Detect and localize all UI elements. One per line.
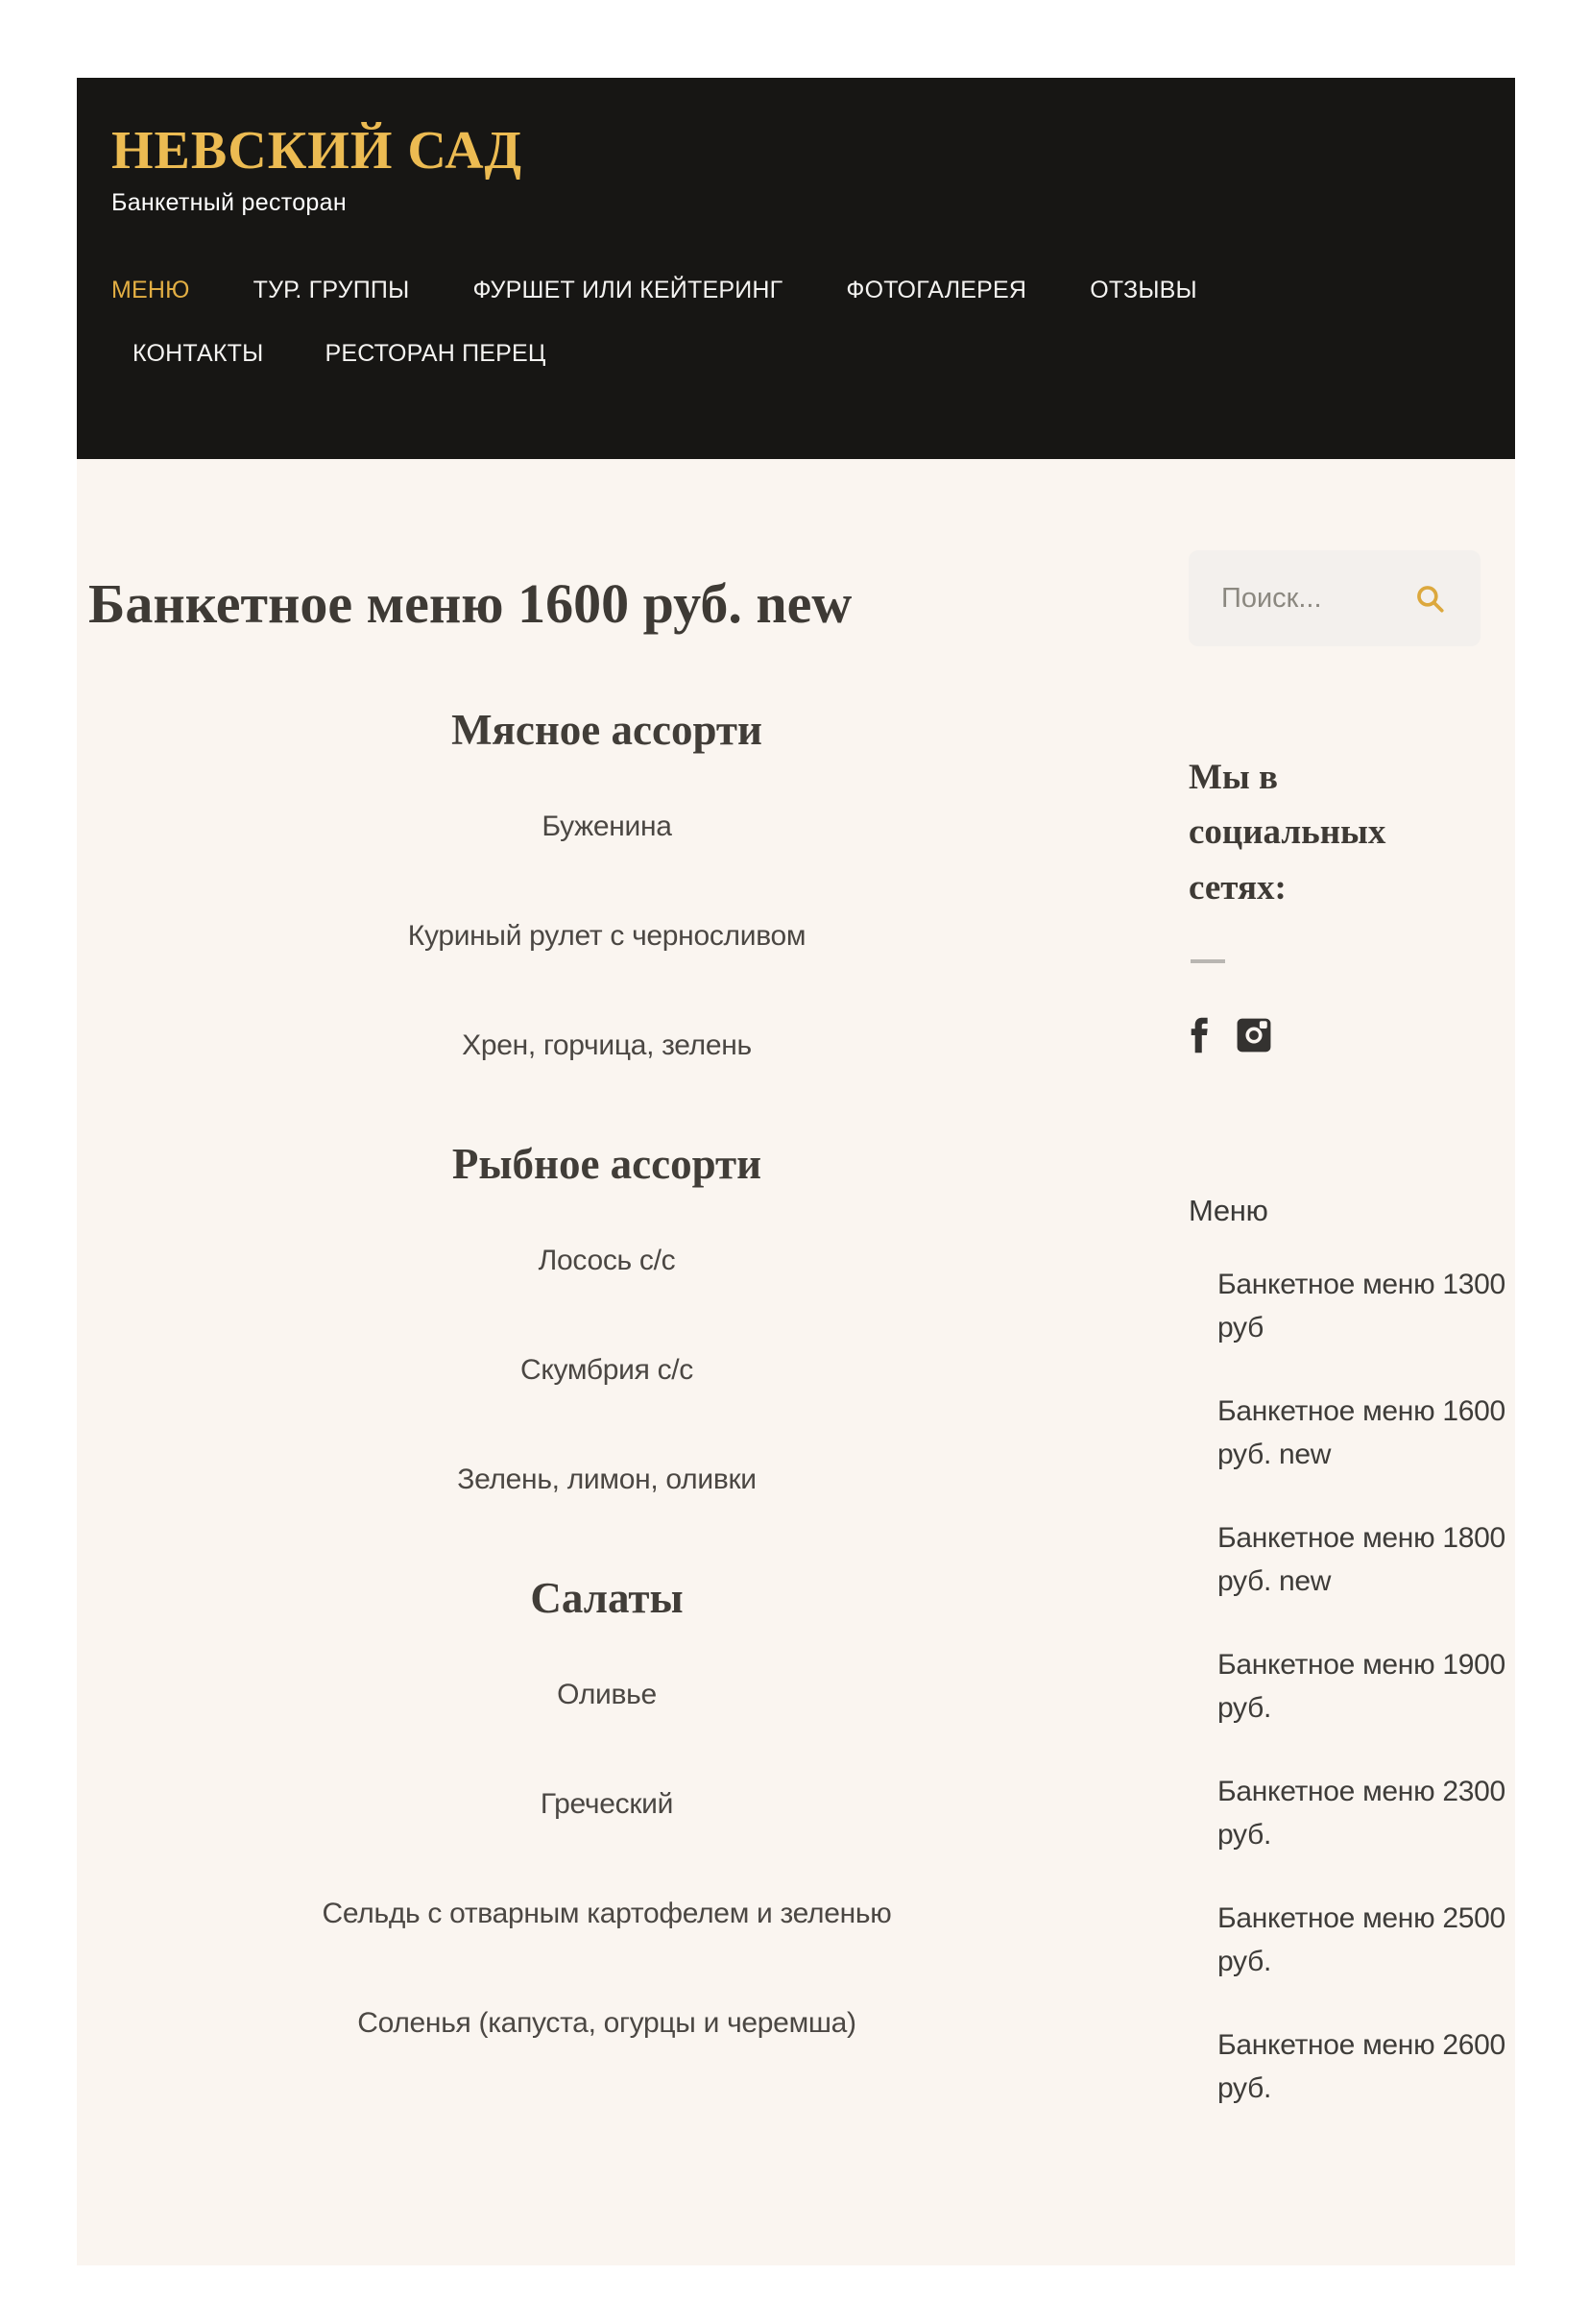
list-item (1217, 2023, 1515, 2110)
content-area (77, 459, 1515, 2265)
menu-link-1900[interactable]: Банкетное меню 1900 руб. (1217, 1649, 1505, 1725)
menu-link-2600[interactable]: Банкетное меню 2600 руб. (1217, 2029, 1505, 2105)
nav-row-1 (111, 277, 1481, 304)
dish-item: Хрен, горчица, зелень (462, 1029, 752, 1061)
nav-item-tour-groups[interactable]: ТУР. ГРУППЫ (253, 277, 410, 304)
widget-divider (1191, 959, 1225, 963)
menu-section-meat (88, 705, 1125, 1062)
nav-item-photo-gallery[interactable]: ФОТОГАЛЕРЕЯ (846, 277, 1027, 304)
list-item (1217, 1263, 1515, 1349)
article (88, 550, 1125, 2150)
social-widget-heading: Мы в социальных сетях: (1189, 758, 1386, 908)
site-subtitle: Банкетный ресторан (111, 189, 347, 217)
section-heading-fish: Рыбное ассорти (451, 1139, 762, 1188)
menu-section-salads (88, 1573, 1125, 2040)
section-heading-salads: Салаты (530, 1573, 684, 1622)
dish-item: Сельдь с отварным картофелем и зеленью (322, 1897, 892, 1929)
nav-item-catering[interactable]: ФУРШЕТ ИЛИ КЕЙТЕРИНГ (472, 277, 783, 304)
dish-item: Зелень, лимон, оливки (457, 1463, 757, 1495)
section-heading-meat: Мясное ассорти (451, 705, 762, 754)
dish-item: Соленья (капуста, огурцы и черемша) (357, 2006, 856, 2039)
list-item (1217, 1770, 1515, 1856)
list-item (1217, 1516, 1515, 1603)
dish-item: Лосось с/с (538, 1244, 676, 1276)
search-icon (1413, 582, 1446, 615)
dish-item: Оливье (557, 1678, 657, 1710)
nav-item-menu[interactable]: МЕНЮ (111, 277, 190, 304)
instagram-link[interactable] (1236, 1017, 1272, 1053)
list-item (1217, 1390, 1515, 1476)
menu-widget-title: Меню (1189, 1194, 1268, 1228)
search-box (1189, 550, 1481, 646)
page-title: Банкетное меню 1600 руб. new (88, 572, 853, 635)
search-button[interactable] (1411, 580, 1448, 617)
nav-item-contacts[interactable]: КОНТАКТЫ (132, 340, 264, 368)
instagram-icon (1236, 1017, 1272, 1053)
nav-item-reviews[interactable]: ОТЗЫВЫ (1090, 277, 1197, 304)
nav-row-2 (111, 340, 1481, 368)
dish-item: Буженина (542, 810, 672, 842)
menu-section-fish (88, 1139, 1125, 1496)
menu-link-1300[interactable]: Банкетное меню 1300 руб (1217, 1269, 1505, 1344)
sidebar (1189, 550, 1515, 2150)
dish-item: Куриный рулет с черносливом (407, 919, 807, 952)
menu-link-2500[interactable]: Банкетное меню 2500 руб. (1217, 1902, 1505, 1978)
menu-link-1600[interactable]: Банкетное меню 1600 руб. new (1217, 1395, 1505, 1471)
dish-item: Скумбрия с/с (519, 1353, 694, 1386)
site-header (77, 78, 1515, 459)
menu-body (88, 705, 1125, 2040)
nav-item-restaurant-perets[interactable]: РЕСТОРАН ПЕРЕЦ (325, 340, 546, 368)
list-item (1217, 1897, 1515, 1983)
list-item (1217, 1643, 1515, 1730)
facebook-link[interactable] (1189, 1017, 1210, 1053)
menu-link-1800[interactable]: Банкетное меню 1800 руб. new (1217, 1522, 1505, 1598)
main-nav (111, 277, 1481, 368)
site-title: НЕВСКИЙ САД (111, 121, 523, 181)
menu-widget (1189, 1194, 1515, 2110)
menu-link-2300[interactable]: Банкетное меню 2300 руб. (1217, 1776, 1505, 1852)
social-icons-row (1189, 1017, 1515, 1053)
search-input[interactable] (1221, 583, 1411, 615)
dish-item: Греческий (540, 1787, 674, 1820)
page-frame (77, 78, 1515, 2265)
menu-widget-list (1189, 1263, 1515, 2110)
facebook-icon (1189, 1017, 1210, 1053)
